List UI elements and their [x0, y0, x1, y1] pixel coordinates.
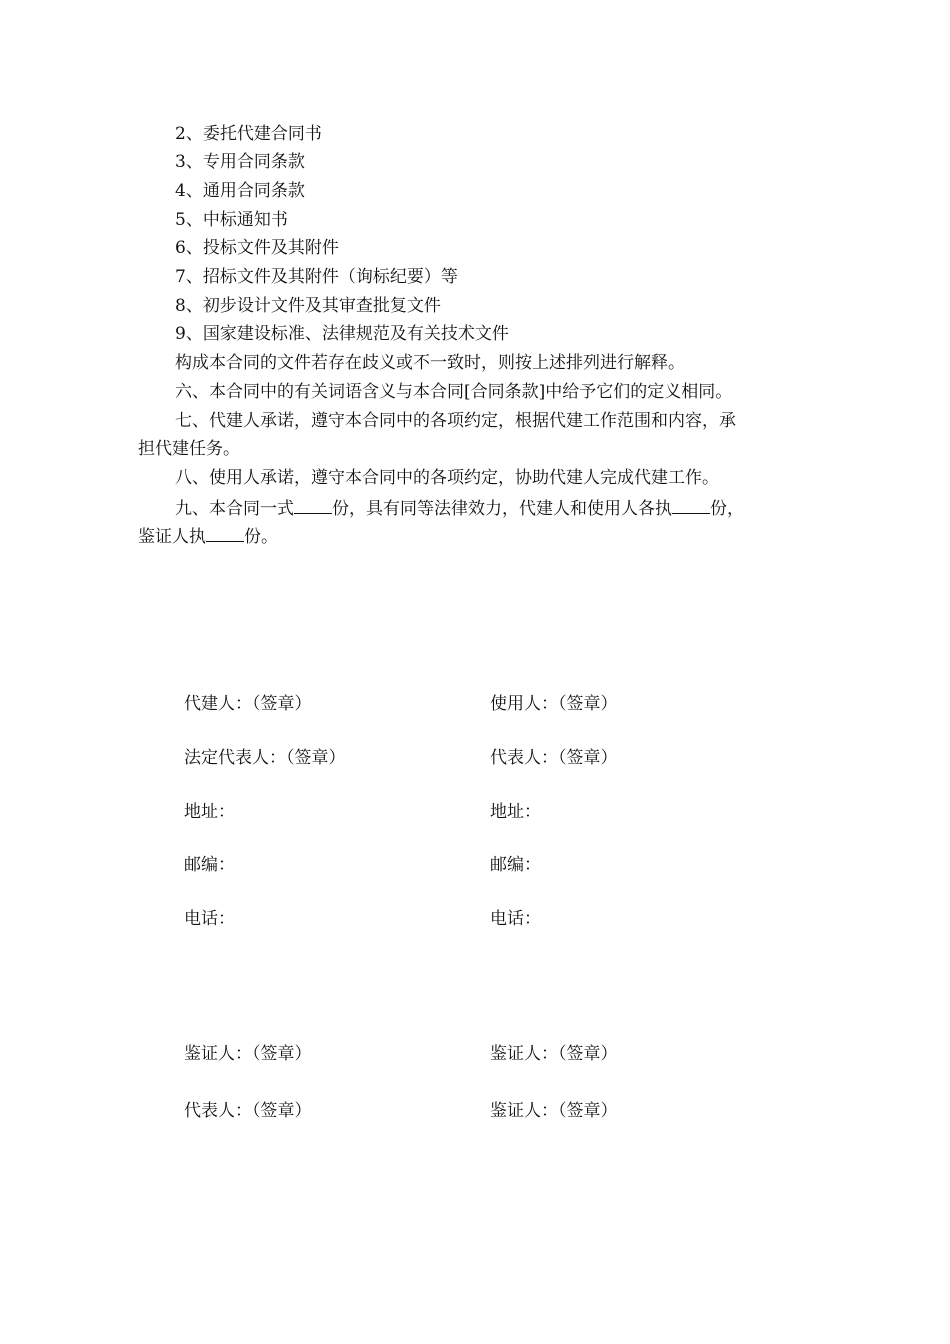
builder-postcode: 邮编： — [184, 855, 235, 875]
list-item: 6、投标文件及其附件 — [175, 238, 339, 258]
copies-each-blank — [672, 495, 710, 514]
list-item: 3、专用合同条款 — [175, 152, 305, 172]
list-item: 5、中标通知书 — [175, 210, 288, 230]
user-phone: 电话： — [490, 909, 541, 929]
signature-builder: 代建人：（签章） — [184, 694, 312, 714]
list-item: 4、通用合同条款 — [175, 181, 305, 201]
signature-legal-rep: 法定代表人：（签章） — [184, 748, 346, 768]
paragraph-nine-text: 份。 — [244, 527, 278, 547]
paragraph-seven-line1: 七、代建人承诺，遵守本合同中的各项约定，根据代建工作范围和内容，承 — [175, 411, 736, 431]
paragraph-nine-text: 九、本合同一式 — [175, 499, 294, 519]
paragraph-nine-text: 份，具有同等法律效力，代建人和使用人各执 — [332, 499, 672, 519]
signature-user-rep: 代表人：（签章） — [490, 748, 618, 768]
paragraph-six: 六、本合同中的有关词语含义与本合同[合同条款]中给予它们的定义相同。 — [175, 382, 733, 402]
witness-signature-2: 鉴证人：（签章） — [490, 1044, 618, 1064]
paragraph-nine-line2 — [138, 523, 278, 549]
paragraph-nine-text: 鉴证人执 — [138, 527, 206, 547]
copies-witness-blank — [206, 523, 244, 542]
paragraph-interpretation: 构成本合同的文件若存在歧义或不一致时，则按上述排列进行解释。 — [175, 353, 685, 373]
paragraph-seven-line2: 担代建任务。 — [138, 439, 240, 459]
user-postcode: 邮编： — [490, 855, 541, 875]
signature-user: 使用人：（签章） — [490, 694, 618, 714]
witness-rep-signature: 代表人：（签章） — [184, 1101, 312, 1121]
user-address: 地址： — [490, 802, 541, 822]
builder-address: 地址： — [184, 802, 235, 822]
list-item: 2、委托代建合同书 — [175, 124, 322, 144]
list-item: 9、国家建设标准、法律规范及有关技术文件 — [175, 324, 509, 344]
list-item: 8、初步设计文件及其审查批复文件 — [175, 296, 441, 316]
witness-signature: 鉴证人：（签章） — [184, 1044, 312, 1064]
paragraph-nine-text: 份， — [710, 499, 744, 519]
list-item: 7、招标文件及其附件（询标纪要）等 — [175, 267, 458, 287]
paragraph-eight: 八、使用人承诺，遵守本合同中的各项约定，协助代建人完成代建工作。 — [175, 468, 719, 488]
copies-total-blank — [294, 495, 332, 514]
builder-phone: 电话： — [184, 909, 235, 929]
witness-signature-3: 鉴证人：（签章） — [490, 1101, 618, 1121]
paragraph-nine-line1 — [175, 495, 744, 521]
